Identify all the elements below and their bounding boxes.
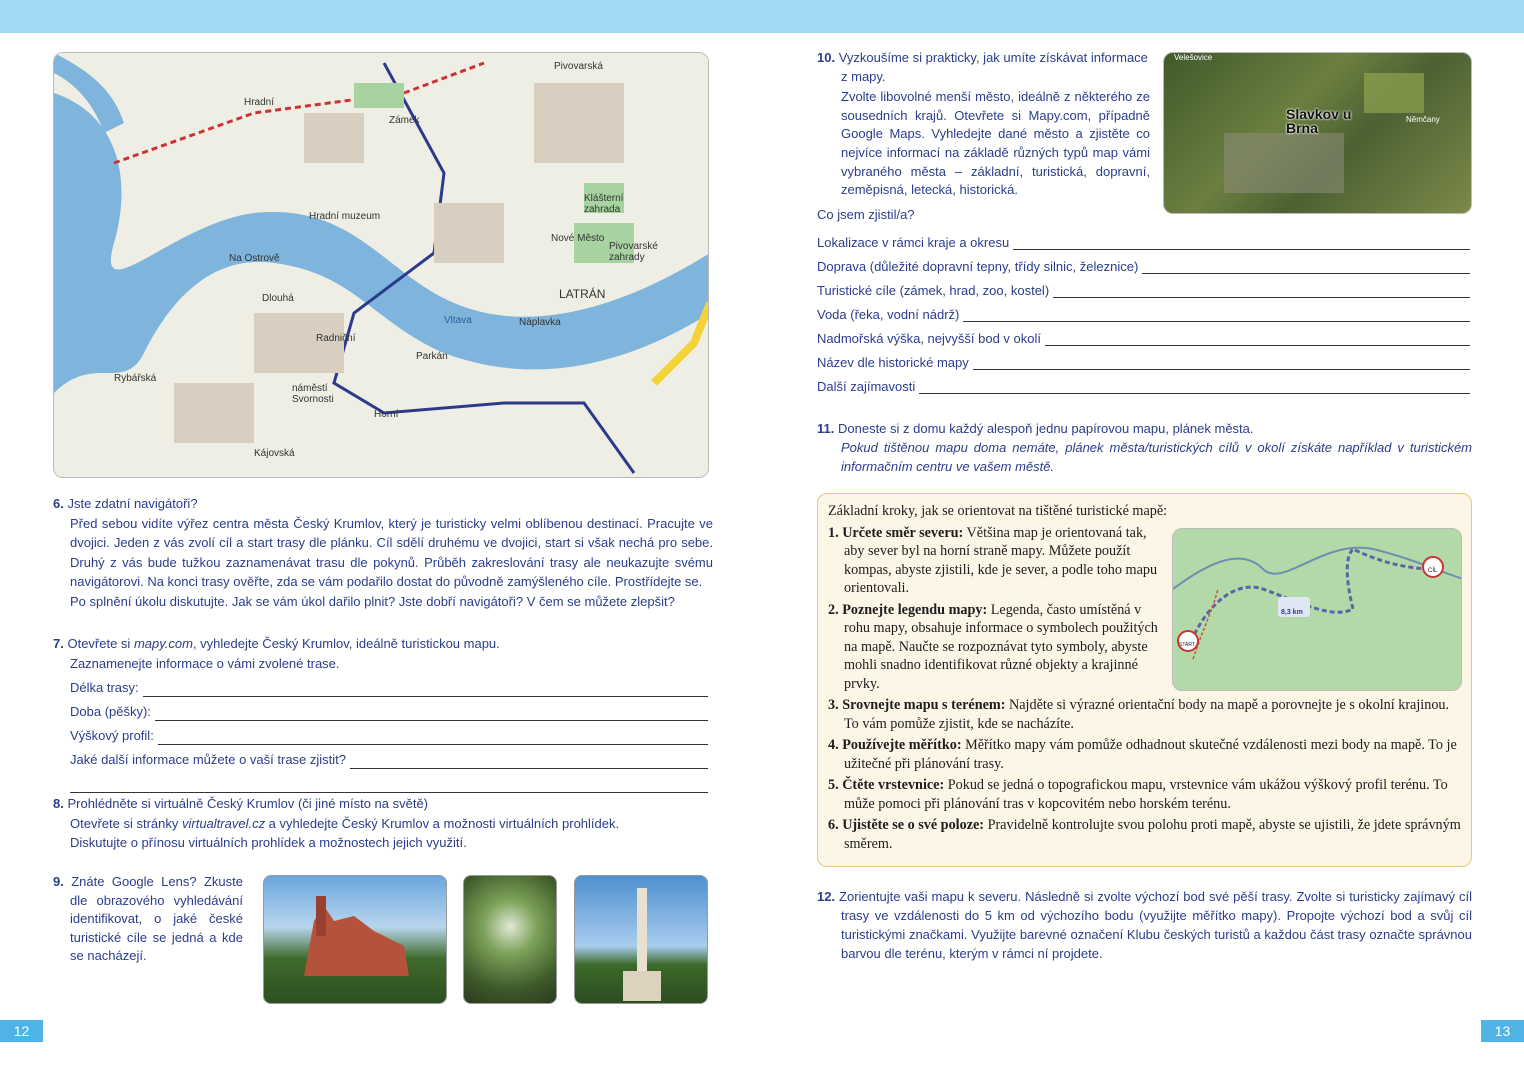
castle-photo	[263, 875, 447, 1004]
field-water[interactable]: Voda (řeka, vodní nádrž)	[817, 298, 1470, 322]
orientation-steps-box	[817, 493, 1472, 867]
field-other-info-line2[interactable]	[70, 769, 708, 793]
task-6-title: Jste zdatní navigátoři?	[67, 496, 198, 511]
task-7: 7. Otevřete si mapy.com, vyhledejte Český Krumlov, ideálně turistickou mapu. Zaznamenejte informace o vámi zvolené trase. Délka trasy: Doba (pěšky): Výškový profil: Jaké další informace můžete o vaší trase zjistit?	[53, 634, 708, 793]
city-label: Slavkov u Brna	[1286, 106, 1352, 136]
map-label: Parkán	[416, 351, 448, 362]
map-label: LATRÁN	[559, 287, 606, 301]
step-item: 3. Srovnejte mapu s terénem: Najděte si výrazné orientační body na mapě a porovnejte je s okolní krajinou. To vám pomůže zjistit, kde se nacházíte.	[828, 697, 1450, 732]
map-label: Náplavka	[519, 317, 561, 328]
top-bar	[0, 0, 1524, 33]
map-label: Zámek	[389, 115, 420, 126]
field-tourist-sights[interactable]: Turistické cíle (zámek, hrad, zoo, kostel)	[817, 274, 1470, 298]
field-route-length[interactable]: Délka trasy:	[70, 673, 708, 697]
task-6: 6. Jste zdatní navigátoři? Před sebou vidíte výřez centra města Český Krumlov, který je turisticky velmi oblíbenou destinací. Pracujte ve dvojici. Jeden z vás zvolí cíl a start trasy dle plánku. Cíl sdělí druhému ve dvojici, start si však nechá pro sebe. Druhý z vás bude tužkou zaznamenávat trasu dle pokynů. Průběh zakreslování trasy ale neukazujte svému navigátorovi. Na konci trasy ověřte, zda se vám podařilo dostat do původně zamýšleného cíle. Prostřídejte se. Po splnění úkolu diskutujte. Jak se vám úkol dařilo plnit? Jste dobří navigátoři? V čem se můžete zlepšit?	[53, 494, 713, 611]
task-12: 12. Zorientujte vaši mapu k severu. Následně si zvolte výchozí bod své pěší trasy. Zvolte si turisticky zajímavý cíl trasy ve vzdálenosti do 5 km od výchozího bodu (využijte měřítko mapy). Propojte výchozí bod a svůj cíl turistickými značkami. Využijte barevné označení Klubu českých turistů a každou část trasy označte správnou barvou dle terénu, kterým v rámci ní projdete.	[817, 889, 1472, 961]
map-label: Klášterní zahrada	[584, 193, 624, 215]
gorge-photo	[463, 875, 557, 1004]
step-item: 2. Poznejte legendu mapy: Legenda, často umístěná v rohu mapy, obsahuje informace o symbolech použitých na mapě. Naučte se rozpoznávat tyto symboly, abyste mohli snadno identifikovat různé objekty a krajinné prvky.	[828, 601, 1158, 692]
field-location[interactable]: Lokalizace v rámci kraje a okresu	[817, 226, 1470, 250]
box-title: Základní kroky, jak se orientovat na tištěné turistické mapě:	[828, 503, 1168, 519]
map-label: Hradní muzeum	[309, 211, 381, 222]
map-label: Radniční	[316, 333, 356, 344]
map-label: Hradní	[244, 97, 275, 108]
task-11: 11. Doneste si z domu každý alespoň jednu papírovou mapu, plánek města. Pokud tištěnou mapu doma nemáte, plánek města/turistických cílů v okolí získáte například v turistickém informačním centru ve vašem městě.	[817, 421, 1472, 474]
task-10: 10. Vyzkoušíme si prakticky, jak umíte získávat informace z mapy. Zvolte libovolné menší město, ideálně z některého ze sousedních krajů. Otevřete si Mapy.com, případně Google Maps. Vyhledejte dané město a zjistěte co nejvíce informací na základě různých typů map vámi vybraného města – základní, turistická, dopravní, zeměpisná, letecká, historická.	[817, 50, 1150, 198]
virtualtravel-link[interactable]: virtualtravel.cz	[181, 815, 266, 831]
map-label: Pivovarské zahrady	[609, 241, 658, 263]
page-number-right: 13	[1481, 1020, 1524, 1042]
hiking-route-map: START CÍL 8,3 km	[1172, 528, 1462, 691]
step-item: 5. Čtěte vrstevnice: Pokud se jedná o topografickou mapu, vrstevnice vám ukážou výškový profil terénu. To může pomoci při plánování tras v kopcovitém nebo horském terénu.	[828, 777, 1448, 812]
step-item: 1. Určete směr severu: Většina map je orientovaná tak, aby sever byl na horní straně mapy. Můžete použít kompas, abyste zjistili, kde je sever, a podle toho mapu orientovali.	[828, 524, 1158, 596]
task-6-discussion: Po splnění úkolu diskutujte. Jak se vám úkol dařilo plnit? Jste dobří navigátoři? V čem se můžete zlepšit?	[70, 593, 675, 609]
field-other-info[interactable]: Jaké další informace můžete o vaší trase zjistit?	[70, 745, 708, 769]
cesky-krumlov-map	[53, 52, 709, 478]
field-historic-name[interactable]: Název dle historické mapy	[817, 346, 1470, 370]
field-other[interactable]: Další zajímavosti	[817, 370, 1470, 394]
minaret-photo	[574, 875, 708, 1004]
map-label: náměstí Svornosti	[292, 383, 334, 405]
task-6-text: Před sebou vidíte výřez centra města Český Krumlov, který je turisticky velmi oblíbenou destinací. Pracujte ve dvojici. Jeden z vás zvolí cíl a start trasy dle plánku. Cíl sdělí druhému ve dvojici, start si však nechá pro sebe. Druhý z vás bude tužkou zaznamenávat trasu dle pokynů. Průběh zakreslování trasy ale neukazujte svému navigátorovi. Na konci trasy ověřte, zda se vám podařilo dostat do původně zamýšleného cíle. Prostřídejte se.	[70, 515, 713, 589]
map-label: Nové Město	[551, 233, 605, 244]
field-transport[interactable]: Doprava (důležité dopravní tepny, třídy silnic, železnice)	[817, 250, 1470, 274]
step-item: 6. Ujistěte se o své poloze: Pravidelně kontrolujte svou polohu proti mapě, abyste se ujistili, že jdete správným směrem.	[828, 817, 1461, 852]
field-elevation-profile[interactable]: Výškový profil:	[70, 721, 708, 745]
task-8: 8. Prohlédněte si virtuálně Český Krumlov (či jiné místo na světě) Otevřete si stránky virtualtravel.cz a vyhledejte Český Krumlov a možnosti virtuálních prohlídek. Diskutujte o přínosu virtuálních prohlídek a možnostech jejich využití.	[53, 796, 620, 850]
field-altitude[interactable]: Nadmořská výška, nejvyšší bod v okolí	[817, 322, 1470, 346]
map-label: Na Ostrově	[229, 253, 280, 264]
map-label: Horní	[374, 409, 399, 420]
task-10-fields	[817, 226, 1470, 394]
map-label: Dlouhá	[262, 293, 294, 304]
field-route-duration[interactable]: Doba (pěšky):	[70, 697, 708, 721]
question-label: Co jsem zjistil/a?	[817, 207, 915, 222]
step-item: 4. Používejte měřítko: Měřítko mapy vám pomůže odhadnout skutečné vzdálenosti mezi body na mapě. To je užitečné při plánování trasy.	[828, 737, 1457, 772]
satellite-map: Velešovice Slavkov u Brna Němčany	[1163, 52, 1472, 214]
mapy-link[interactable]: mapy.com	[133, 636, 193, 651]
map-label: Pivovarská	[554, 61, 603, 72]
map-label: Kájovská	[254, 448, 295, 459]
map-label: Rybářská	[114, 373, 157, 384]
page-number-left: 12	[0, 1020, 43, 1042]
map-label: Vltava	[444, 315, 472, 326]
task-9: 9. Znáte Google Lens? Zkuste dle obrazového vyhledávání identifikovat, o jaké české turistické cíle se jedná a kde se nacházejí.	[53, 874, 243, 963]
